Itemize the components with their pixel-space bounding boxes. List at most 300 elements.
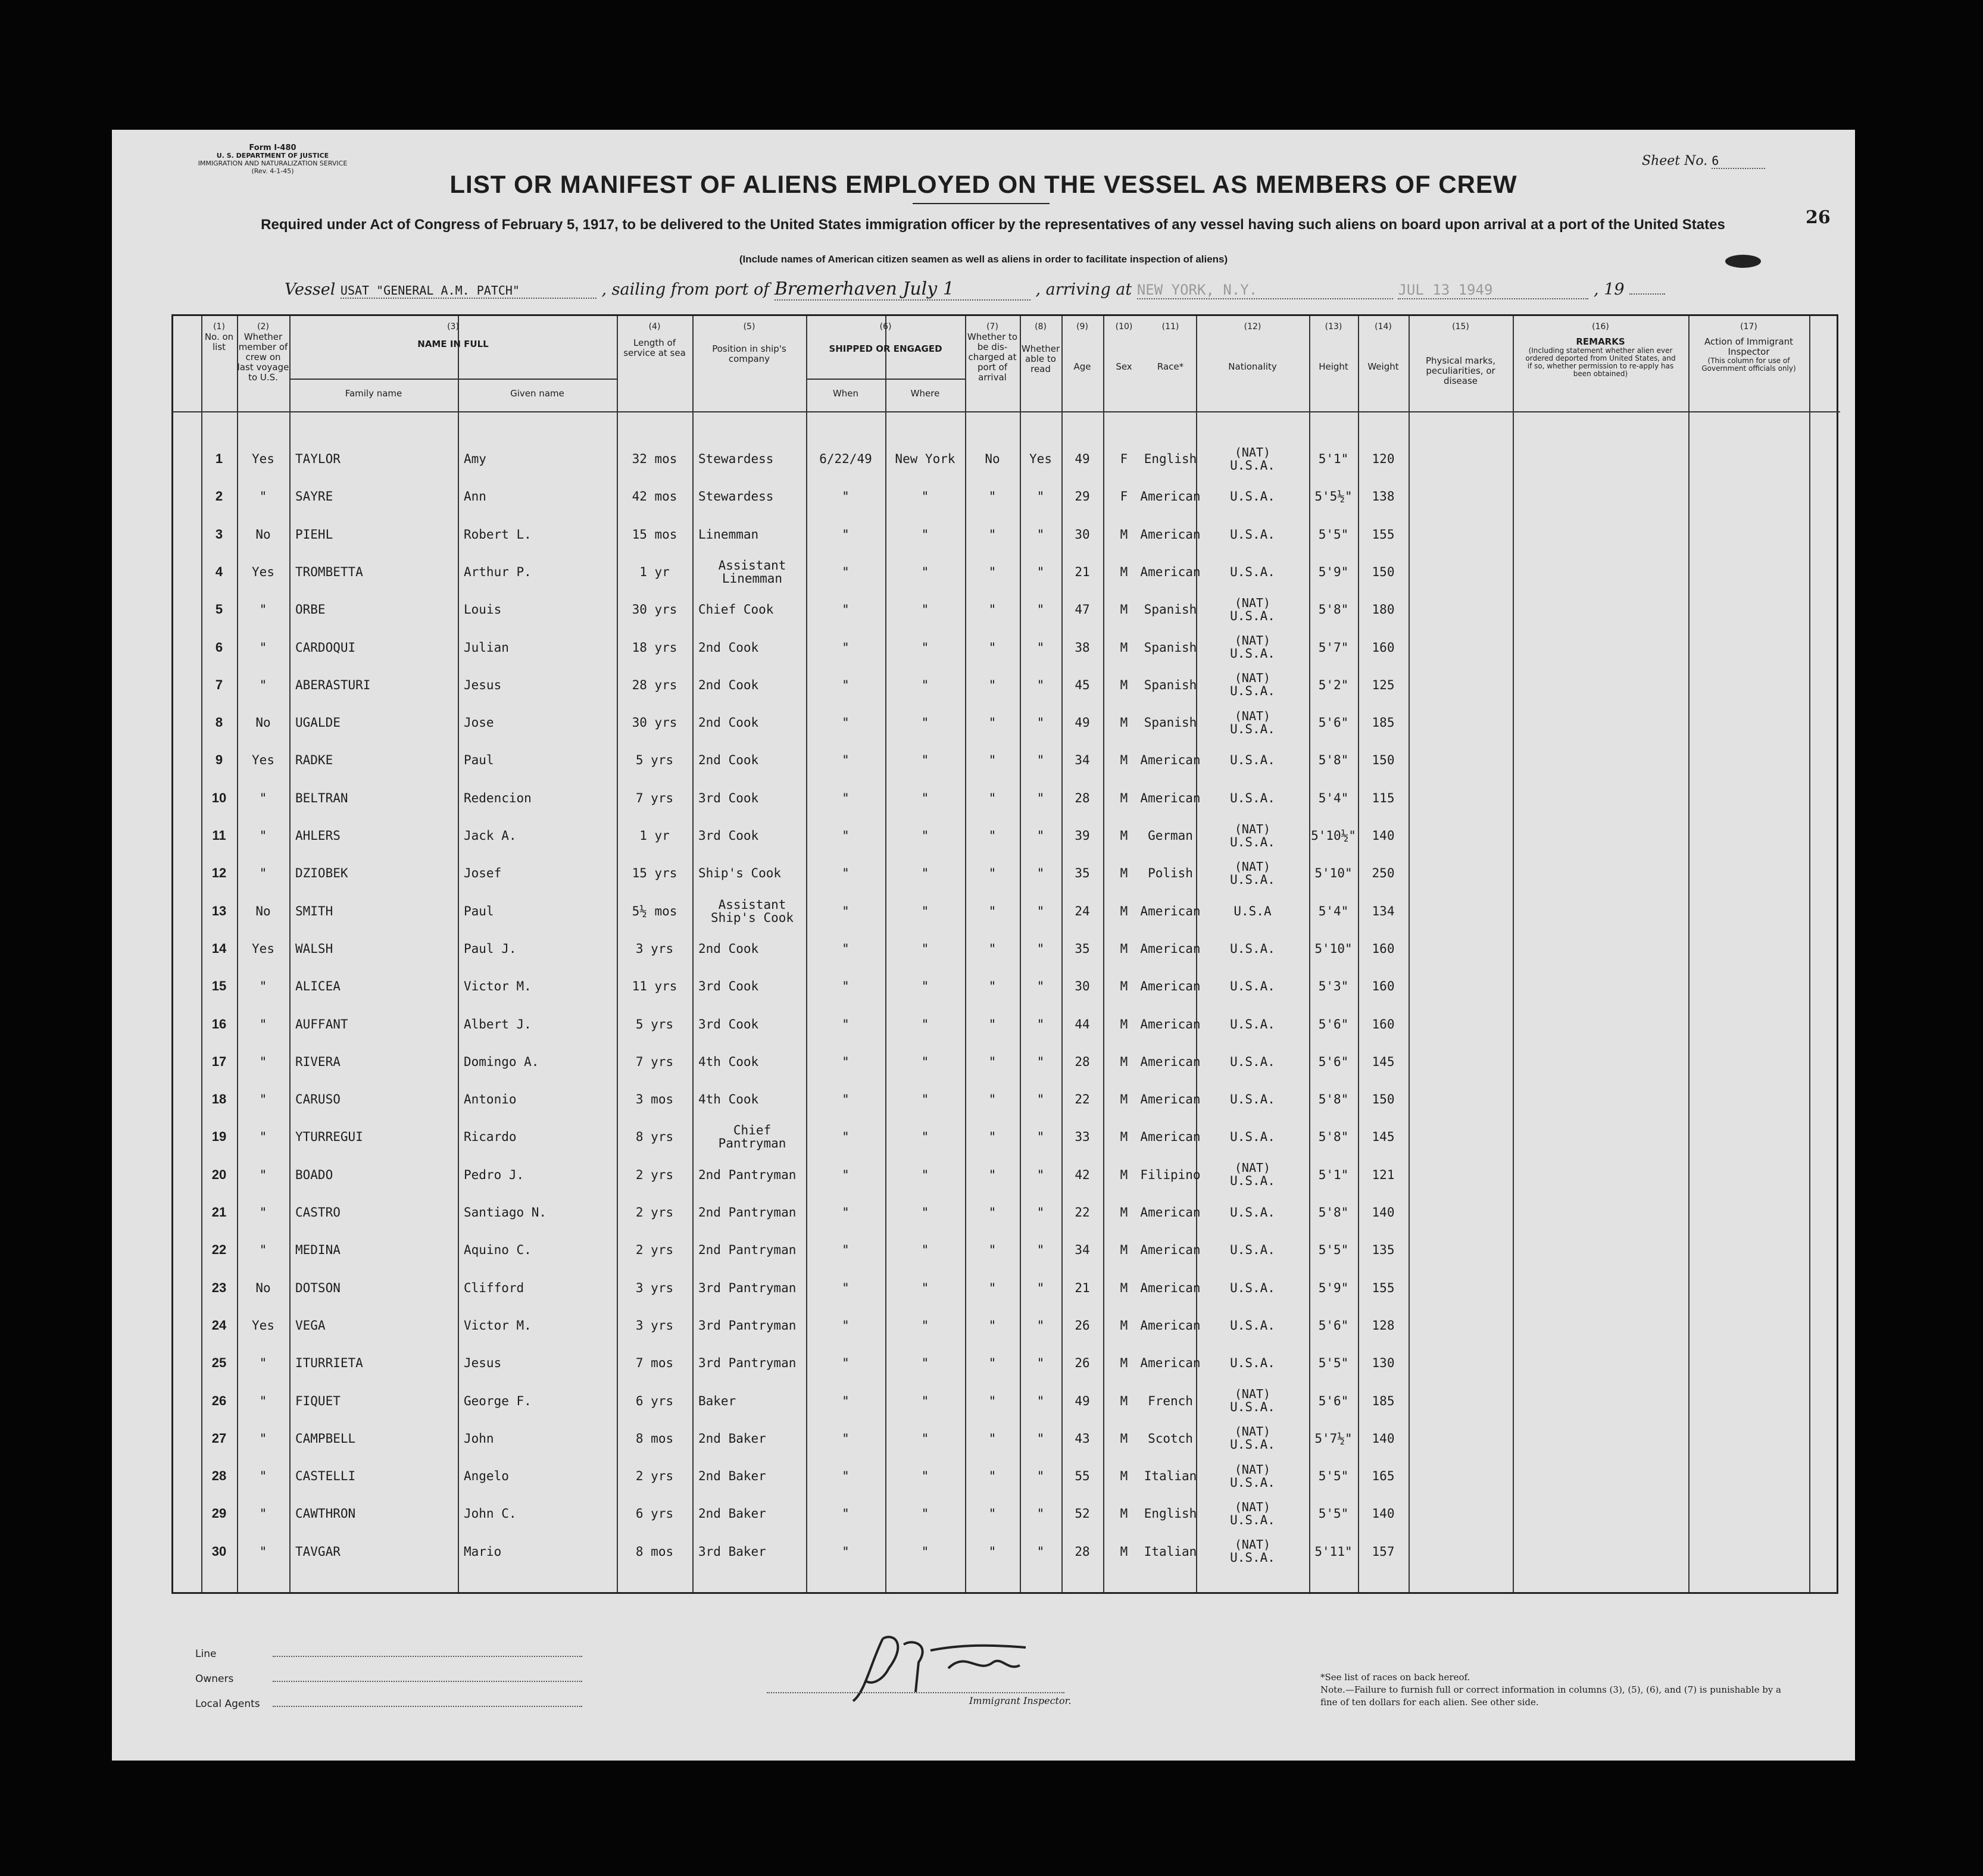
- col-10-header: (10) Sex: [1115, 322, 1133, 372]
- cell-no: [201, 1044, 237, 1080]
- disch-value: ": [988, 1318, 997, 1333]
- cell-when: [806, 554, 885, 590]
- cell-where: [885, 742, 965, 778]
- cell-position: [692, 1081, 806, 1117]
- given-value: Aquino C.: [464, 1243, 532, 1258]
- service-value: 2 yrs: [635, 1167, 674, 1182]
- cell-family: [289, 667, 458, 703]
- cell-height: [1309, 592, 1358, 627]
- cell-when: [806, 1383, 885, 1419]
- nationality-value: U.S.A.: [1230, 1243, 1275, 1258]
- cell-nationality: [1196, 630, 1309, 665]
- cell-position: [692, 780, 806, 816]
- weight-value: 165: [1372, 1469, 1395, 1484]
- last-value: ": [259, 1130, 267, 1145]
- read-value: ": [1036, 527, 1045, 542]
- age-value: 28: [1075, 1544, 1090, 1559]
- service-value: 15 mos: [632, 527, 677, 542]
- cell-height: [1309, 1232, 1358, 1268]
- cell-no: [201, 1496, 237, 1531]
- cell-age: [1061, 517, 1103, 552]
- cell-service: [617, 780, 692, 816]
- cell-last: [237, 1006, 289, 1042]
- col-7-header: (7) Whether to be dis-charged at port of arrival: [967, 322, 1018, 383]
- no-value: 18: [211, 1092, 227, 1107]
- service-value: 28 yrs: [632, 677, 677, 692]
- cell-sex: [1103, 1119, 1145, 1155]
- cell-height: [1309, 630, 1358, 665]
- crew-row: [173, 1421, 1840, 1456]
- nationality-value: U.S.A.: [1230, 646, 1275, 661]
- where-value: ": [921, 1318, 929, 1333]
- cell-last: [237, 1458, 289, 1494]
- no-value: 12: [211, 865, 227, 881]
- age-value: 35: [1075, 866, 1090, 881]
- height-value: 5'5½": [1314, 489, 1353, 504]
- cell-nationality: [1196, 479, 1309, 514]
- cell-service: [617, 1308, 692, 1343]
- crew-row: [173, 968, 1840, 1004]
- cell-nationality: [1196, 1006, 1309, 1042]
- no-value: 23: [211, 1280, 227, 1295]
- cell-no: [201, 1006, 237, 1042]
- cell-last: [237, 818, 289, 853]
- no-value: 20: [211, 1167, 227, 1182]
- cell-race: [1140, 931, 1201, 967]
- last-value: Yes: [252, 452, 274, 466]
- col-4-header: (4) Length of service at sea: [623, 322, 686, 358]
- when-value: ": [842, 1356, 850, 1371]
- family-value: SMITH: [295, 903, 333, 918]
- cell-family: [289, 968, 458, 1004]
- cell-disch: [965, 818, 1020, 853]
- cell-last: [237, 1232, 289, 1268]
- given-value: Louis: [464, 602, 502, 617]
- sex-value: M: [1120, 602, 1128, 617]
- height-value: 5'4": [1318, 903, 1349, 918]
- cell-sex: [1103, 1006, 1145, 1042]
- no-value: 2: [215, 489, 223, 504]
- race-value: American: [1140, 1205, 1201, 1220]
- family-value: ORBE: [295, 602, 326, 617]
- position-value: Linemman: [698, 527, 759, 542]
- sex-value: M: [1120, 1243, 1128, 1258]
- nationality-value: U.S.A.: [1230, 979, 1275, 994]
- cell-last: [237, 630, 289, 665]
- cell-given: [458, 1044, 617, 1080]
- where-value: ": [921, 1544, 929, 1559]
- naturalized-note: (NAT): [1234, 1161, 1271, 1175]
- sailing-label: , sailing from port of: [601, 280, 770, 299]
- height-value: 5'9": [1318, 564, 1349, 579]
- cell-when: [806, 1157, 885, 1193]
- service-value: 3 mos: [635, 1092, 674, 1107]
- cell-read: [1020, 1044, 1061, 1080]
- disch-value: ": [988, 941, 997, 956]
- naturalized-note: (NAT): [1234, 1499, 1271, 1514]
- service-value: 5 yrs: [635, 1017, 674, 1031]
- cell-nationality: [1196, 705, 1309, 740]
- cell-family: [289, 1044, 458, 1080]
- last-value: ": [259, 828, 267, 843]
- cell-given: [458, 968, 617, 1004]
- given-value: Jesus: [464, 1356, 502, 1371]
- cell-read: [1020, 780, 1061, 816]
- cell-position: [692, 630, 806, 665]
- read-value: ": [1036, 1431, 1045, 1446]
- family-value: CASTELLI: [295, 1469, 356, 1484]
- cell-no: [201, 1458, 237, 1494]
- race-value: American: [1140, 979, 1201, 994]
- family-value: CASTRO: [295, 1205, 341, 1220]
- where-value: ": [921, 790, 929, 805]
- cell-service: [617, 1270, 692, 1306]
- last-value: No: [255, 1280, 271, 1295]
- cell-read: [1020, 1270, 1061, 1306]
- height-value: 5'3": [1318, 979, 1349, 994]
- disch-value: ": [988, 1356, 997, 1371]
- family-value: SAYRE: [295, 489, 333, 504]
- weight-value: 140: [1372, 1431, 1395, 1446]
- naturalized-note: (NAT): [1234, 595, 1271, 610]
- crew-row: [173, 931, 1840, 967]
- cell-disch: [965, 1270, 1020, 1306]
- cell-position: [692, 667, 806, 703]
- last-value: No: [255, 715, 271, 730]
- cell-where: [885, 893, 965, 929]
- cell-read: [1020, 1157, 1061, 1193]
- cell-last: [237, 1421, 289, 1456]
- race-value: American: [1140, 1017, 1201, 1031]
- form-number: Form I-480: [249, 143, 296, 152]
- cell-nationality: [1196, 1345, 1309, 1381]
- position-value: 3rd Cook: [698, 1017, 759, 1031]
- cell-weight: [1358, 1308, 1409, 1343]
- cell-height: [1309, 818, 1358, 853]
- where-value: ": [921, 1017, 929, 1031]
- age-value: 33: [1075, 1130, 1090, 1145]
- where-value: ": [921, 866, 929, 881]
- given-value: Angelo: [464, 1469, 509, 1484]
- cell-service: [617, 441, 692, 477]
- cell-age: [1061, 1534, 1103, 1569]
- service-value: 18 yrs: [632, 640, 677, 655]
- cell-disch: [965, 1081, 1020, 1117]
- read-value: ": [1036, 1205, 1045, 1220]
- footer-notes: [1320, 1671, 1797, 1709]
- height-value: 5'9": [1318, 1280, 1349, 1295]
- given-value: Antonio: [464, 1092, 517, 1107]
- service-value: 2 yrs: [635, 1469, 674, 1484]
- cell-where: [885, 554, 965, 590]
- crew-row: [173, 592, 1840, 627]
- cell-where: [885, 667, 965, 703]
- crew-row: [173, 441, 1840, 477]
- service-value: 7 yrs: [635, 790, 674, 805]
- cell-family: [289, 1006, 458, 1042]
- naturalized-note: (NAT): [1234, 859, 1271, 874]
- cell-given: [458, 1421, 617, 1456]
- read-value: ": [1036, 489, 1045, 504]
- sex-value: M: [1120, 1092, 1128, 1107]
- cell-nationality: [1196, 554, 1309, 590]
- cell-sex: [1103, 1345, 1145, 1381]
- weight-value: 185: [1372, 715, 1395, 730]
- cell-nationality: [1196, 1157, 1309, 1193]
- cell-race: [1145, 1458, 1196, 1494]
- cell-last: [237, 742, 289, 778]
- cell-age: [1061, 1383, 1103, 1419]
- disch-value: ": [988, 527, 997, 542]
- given-value: George F.: [464, 1393, 532, 1408]
- no-value: 29: [211, 1506, 227, 1521]
- given-value: Victor M.: [464, 979, 532, 994]
- cell-disch: [965, 780, 1020, 816]
- cell-race: [1145, 1421, 1196, 1456]
- cell-age: [1061, 1157, 1103, 1193]
- cell-given: [458, 479, 617, 514]
- where-value: ": [921, 489, 929, 504]
- where-value: ": [921, 1431, 929, 1446]
- weight-value: 180: [1372, 602, 1395, 617]
- cell-service: [617, 1421, 692, 1456]
- when-value: ": [842, 828, 850, 843]
- cell-where: [885, 1421, 965, 1456]
- cell-family: [289, 592, 458, 627]
- where-value: ": [921, 640, 929, 655]
- service-value: 15 yrs: [632, 866, 677, 881]
- race-value: American: [1140, 1356, 1201, 1371]
- sex-value: M: [1120, 1318, 1128, 1333]
- when-value: ": [842, 753, 850, 768]
- cell-read: [1020, 630, 1061, 665]
- cell-disch: [965, 1383, 1020, 1419]
- when-value: ": [842, 979, 850, 994]
- cell-family: [289, 554, 458, 590]
- race-value: American: [1140, 527, 1201, 542]
- cell-weight: [1358, 1195, 1409, 1230]
- where-value: ": [921, 1092, 929, 1107]
- read-value: ": [1036, 1017, 1045, 1031]
- read-value: Yes: [1029, 452, 1052, 466]
- cell-age: [1061, 742, 1103, 778]
- last-value: ": [259, 1054, 267, 1069]
- cell-sex: [1103, 667, 1145, 703]
- race-value: American: [1140, 1092, 1201, 1107]
- sheet-number-label: Sheet No.: [1642, 154, 1708, 168]
- cell-family: [289, 1081, 458, 1117]
- when-value: ": [842, 715, 850, 730]
- cell-nationality: [1196, 818, 1309, 853]
- cell-last: [237, 1044, 289, 1080]
- sex-value: M: [1120, 1393, 1128, 1408]
- race-value: American: [1140, 1280, 1201, 1295]
- cell-disch: [965, 1044, 1020, 1080]
- cell-position: [692, 1044, 806, 1080]
- crew-row: [173, 780, 1840, 816]
- service-value: 8 mos: [635, 1431, 674, 1446]
- cell-service: [617, 818, 692, 853]
- height-value: 5'4": [1318, 790, 1349, 805]
- cell-position: [692, 1157, 806, 1193]
- service-value: 1 yr: [639, 564, 670, 579]
- cell-last: [237, 667, 289, 703]
- cell-last: [237, 441, 289, 477]
- age-value: 49: [1075, 1393, 1090, 1408]
- cell-nationality: [1196, 1119, 1309, 1155]
- age-value: 30: [1075, 979, 1090, 994]
- age-value: 28: [1075, 790, 1090, 805]
- last-value: ": [259, 1205, 267, 1220]
- cell-read: [1020, 855, 1061, 891]
- cell-race: [1145, 818, 1196, 853]
- when-value: ": [842, 1393, 850, 1408]
- naturalized-note: (NAT): [1234, 1424, 1271, 1439]
- sex-value: F: [1120, 489, 1128, 504]
- weight-value: 155: [1372, 527, 1395, 542]
- crew-row: [173, 855, 1840, 891]
- cell-weight: [1358, 1006, 1409, 1042]
- cell-sex: [1103, 742, 1145, 778]
- cell-height: [1309, 1496, 1358, 1531]
- when-value: ": [842, 1544, 850, 1559]
- height-value: 5'2": [1318, 677, 1349, 692]
- nationality-value: U.S.A.: [1230, 1512, 1275, 1527]
- crew-row: [173, 893, 1840, 929]
- cell-service: [617, 630, 692, 665]
- race-value: American: [1140, 564, 1201, 579]
- sex-value: M: [1120, 903, 1128, 918]
- cell-when: [806, 931, 885, 967]
- cell-when: [806, 780, 885, 816]
- cell-height: [1309, 441, 1358, 477]
- last-value: ": [259, 1167, 267, 1182]
- nationality-value: U.S.A: [1233, 903, 1272, 918]
- cell-no: [201, 931, 237, 967]
- document-subnote: (Include names of American citizen seamen as well as aliens in order to facilitate inspection of aliens): [739, 254, 1228, 265]
- disch-value: ": [988, 640, 997, 655]
- cell-age: [1061, 780, 1103, 816]
- cell-service: [617, 667, 692, 703]
- given-value: Josef: [464, 866, 502, 881]
- cell-last: [237, 1496, 289, 1531]
- when-value: ": [842, 1506, 850, 1521]
- last-value: No: [255, 527, 271, 542]
- cell-weight: [1358, 1081, 1409, 1117]
- cell-service: [617, 1534, 692, 1569]
- no-value: 11: [212, 828, 226, 843]
- cell-race: [1140, 479, 1201, 514]
- cell-where: [885, 1383, 965, 1419]
- service-value: 30 yrs: [632, 602, 677, 617]
- cell-age: [1061, 1232, 1103, 1268]
- cell-family: [289, 1496, 458, 1531]
- cell-read: [1020, 592, 1061, 627]
- sailing-port-value: Bremerhaven July 1: [775, 279, 1030, 301]
- cell-race: [1140, 893, 1201, 929]
- height-value: 5'1": [1318, 1167, 1349, 1182]
- disch-value: ": [988, 602, 997, 617]
- cell-service: [617, 1044, 692, 1080]
- cell-position: [692, 968, 806, 1004]
- weight-value: 140: [1372, 1205, 1395, 1220]
- given-value: Ricardo: [464, 1130, 517, 1145]
- sex-value: M: [1120, 640, 1128, 655]
- cell-position: [692, 818, 806, 853]
- cell-given: [458, 1458, 617, 1494]
- last-value: ": [259, 1544, 267, 1559]
- position-value: 2nd Baker: [698, 1431, 766, 1446]
- cell-no: [201, 1119, 237, 1155]
- vessel-value: USAT "GENERAL A.M. PATCH": [341, 283, 597, 299]
- cell-sex: [1103, 630, 1145, 665]
- race-value: Italian: [1144, 1469, 1197, 1484]
- cell-position: [692, 1383, 806, 1419]
- cell-given: [458, 1081, 617, 1117]
- cell-sex: [1103, 1421, 1145, 1456]
- disch-value: ": [988, 1130, 997, 1145]
- cell-service: [617, 517, 692, 552]
- cell-weight: [1358, 517, 1409, 552]
- cell-nationality: [1196, 1195, 1309, 1230]
- cell-race: [1140, 1195, 1201, 1230]
- cell-service: [617, 968, 692, 1004]
- cell-age: [1061, 968, 1103, 1004]
- cell-sex: [1103, 554, 1145, 590]
- disch-value: ": [988, 1167, 997, 1182]
- cell-weight: [1358, 479, 1409, 514]
- disch-value: ": [988, 564, 997, 579]
- cell-height: [1309, 479, 1358, 514]
- given-value: Pedro J.: [464, 1167, 524, 1182]
- position-value: 2nd Baker: [698, 1469, 766, 1484]
- given-value: Mario: [464, 1544, 502, 1559]
- age-value: 26: [1075, 1318, 1090, 1333]
- age-value: 21: [1075, 564, 1090, 579]
- read-value: ": [1036, 715, 1045, 730]
- age-value: 22: [1075, 1205, 1090, 1220]
- service-value: 5 yrs: [635, 753, 674, 768]
- cell-nationality: [1196, 1534, 1309, 1569]
- cell-race: [1140, 1157, 1201, 1193]
- cell-position: [692, 1496, 806, 1531]
- disch-value: ": [988, 1017, 997, 1031]
- read-value: ": [1036, 1280, 1045, 1295]
- cell-read: [1020, 742, 1061, 778]
- family-value: RADKE: [295, 753, 333, 768]
- cell-family: [289, 931, 458, 967]
- no-value: 25: [211, 1355, 227, 1371]
- naturalized-note: (NAT): [1234, 708, 1271, 723]
- cell-when: [806, 1496, 885, 1531]
- col-3-header: (3) NAME IN FULL: [417, 322, 489, 349]
- cell-height: [1309, 1383, 1358, 1419]
- cell-height: [1309, 667, 1358, 703]
- nationality-value: U.S.A.: [1230, 1475, 1275, 1490]
- cell-family: [289, 780, 458, 816]
- disch-value: ": [988, 489, 997, 504]
- col-11-header: (11) Race*: [1157, 322, 1184, 372]
- last-value: ": [259, 866, 267, 881]
- read-value: ": [1036, 602, 1045, 617]
- age-value: 39: [1075, 828, 1090, 843]
- position-value: Stewardess: [698, 452, 774, 466]
- race-value: Spanish: [1144, 640, 1197, 655]
- cell-position: [692, 479, 806, 514]
- cell-position: [692, 931, 806, 967]
- arriving-label: , arriving at: [1035, 280, 1132, 299]
- family-value: TAYLOR: [295, 452, 341, 466]
